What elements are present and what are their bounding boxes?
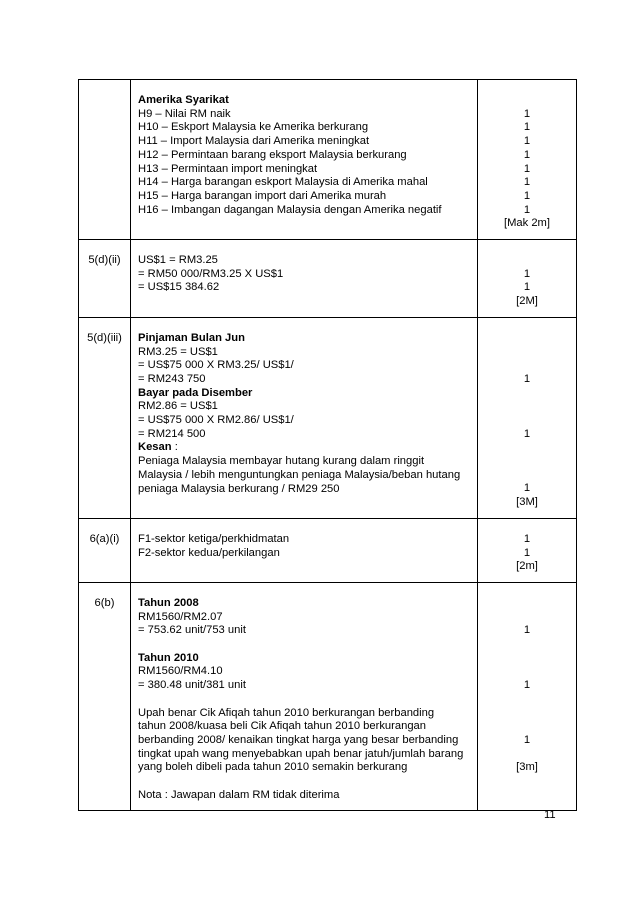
mark-value: 1 [523,679,531,692]
question-number: 5(d)(ii) [79,240,131,318]
question-number: 6(a)(i) [79,518,131,582]
marks-cell [478,317,577,518]
answer-text: RM3.25 = US$1 [138,345,218,358]
answer-line [138,428,473,442]
answer-text: Pinjaman Bulan Jun [138,331,245,344]
answer-text: Malaysia / lebih menguntungkan peniaga Malaysia/beban hutang [138,468,461,481]
mark-value: 1 [523,267,531,280]
answer-line [138,679,473,693]
blank-mark [478,359,576,373]
answer-text: H16 – Imbangan dagangan Malaysia dengan Amerika negatif [138,203,442,216]
mark-value: 1 [523,121,531,134]
mark-value: 1 [523,546,531,559]
blank-mark [478,469,576,483]
answer-text: F1-sektor ketiga/perkhidmatan [138,532,290,545]
answer-line [138,163,473,177]
blank-mark [478,720,576,734]
blank-mark [478,652,576,666]
answer-line [138,547,473,561]
blank-mark [478,332,576,346]
answer-line [138,121,473,135]
blank-mark [478,706,576,720]
mark-value: 1 [523,135,531,148]
blank-mark [478,254,576,268]
answer-text: peniaga Malaysia berkurang / RM29 250 [138,482,340,495]
answer-text: = US$75 000 X RM3.25/ US$1/ [138,359,294,372]
answer-text: = RM214 500 [138,427,206,440]
answer-cell [131,240,478,318]
answer-line [138,281,473,295]
mark-value: 1 [523,624,531,637]
answer-line [138,108,473,122]
answer-text: yang boleh dibeli pada tahun 2010 semakin berkurang [138,761,408,774]
blank-line [138,638,473,652]
mark-value: [Mak 2m] [503,217,550,230]
mark-value: 1 [523,203,531,216]
answer-suffix: : [171,441,178,454]
answer-line [138,789,473,803]
answer-text: Nota : Jawapan dalam RM tidak diterima [138,788,340,801]
answer-line [138,176,473,190]
answer-line [138,707,473,721]
answer-line [138,254,473,268]
mark-value: [2m] [516,560,538,573]
answer-text: berbanding 2008/ kenaikan tingkat harga yang besar berbanding [138,733,459,746]
answer-line [138,469,473,483]
answer-line [138,268,473,282]
answer-text: tahun 2008/kuasa beli Cik Afiqah tahun 2010 berkurangan [138,720,426,733]
mark-value: 1 [523,107,531,120]
answer-line [138,400,473,414]
blank-mark [478,400,576,414]
question-number: 5(d)(iii) [79,317,131,518]
answer-text: RM2.86 = US$1 [138,400,218,413]
mark-value: 1 [523,733,531,746]
mark-value: [3M] [516,496,538,509]
answer-text: H12 – Permintaan barang eksport Malaysia berkurang [138,148,407,161]
answer-text: US$1 = RM3.25 [138,254,218,267]
marks-cell [478,582,577,811]
answer-line [138,346,473,360]
answer-line [138,611,473,625]
table-row [79,240,577,318]
blank-line [138,693,473,707]
answer-text: = 380.48 unit/381 unit [138,679,246,692]
blank-mark [478,748,576,762]
answer-text: = 753.62 unit/753 unit [138,624,246,637]
answer-line [138,533,473,547]
question-number [79,80,131,240]
answer-line [138,455,473,469]
answer-text: F2-sektor kedua/perkilangan [138,546,280,559]
mark-value: [3m] [516,761,538,774]
answer-heading [138,652,473,666]
mark-value: [2M] [516,295,538,308]
answer-text: tingkat upah wang menyebabkan upah benar jatuh/jumlah barang [138,747,464,760]
mark-value: 1 [523,482,531,495]
blank-mark [478,441,576,455]
answer-text: Bayar pada Disember [138,386,253,399]
answer-cell [131,582,478,811]
answer-text: Amerika Syarikat [138,94,229,106]
mark-value: 1 [523,427,531,440]
blank-mark [478,693,576,707]
blank-mark [478,455,576,469]
marks-cell [478,240,577,318]
blank-mark [478,414,576,428]
answer-line [138,748,473,762]
answer-text: RM1560/RM4.10 [138,665,223,678]
page-number: 11 [544,809,556,821]
answer-text: = RM50 000/RM3.25 X US$1 [138,267,284,280]
answer-heading [138,332,473,346]
marks-cell [478,80,577,240]
answer-text: H9 – Nilai RM naik [138,107,231,120]
mark-value: 1 [523,189,531,202]
answer-text: H14 – Harga barangan eskport Malaysia di Amerika mahal [138,176,428,189]
blank-mark [478,665,576,679]
answer-text: H11 – Import Malaysia dari Amerika meningkat [138,135,370,148]
answer-line [138,414,473,428]
answer-text: H13 – Permintaan import meningkat [138,162,318,175]
answer-line [138,149,473,163]
answer-line [138,135,473,149]
answer-line [138,373,473,387]
answer-cell [131,518,478,582]
answer-text: H15 – Harga barangan import dari Amerika murah [138,189,387,202]
table-row [79,518,577,582]
blank-mark [478,387,576,401]
answer-line [138,665,473,679]
answer-text: = US$75 000 X RM2.86/ US$1/ [138,414,294,427]
answer-line [138,483,473,497]
question-number: 6(b) [79,582,131,811]
marks-cell [478,518,577,582]
answer-cell [131,80,478,240]
blank-mark [478,638,576,652]
answer-text: Tahun 2010 [138,651,199,664]
answer-line [138,624,473,638]
mark-value: 1 [523,281,531,294]
blank-mark [478,346,576,360]
mark-value: 1 [523,148,531,161]
mark-value: 1 [523,532,531,545]
mark-value: 1 [523,176,531,189]
answer-line [138,204,473,218]
mark-value: 1 [523,372,531,385]
answer-line [138,359,473,373]
answer-text: = RM243 750 [138,372,206,385]
answer-heading [138,94,473,108]
answer-text: RM1560/RM2.07 [138,610,223,623]
answer-text: Kesan [138,441,172,454]
answer-text: Upah benar Cik Afiqah tahun 2010 berkurangan berbanding [138,706,435,719]
answer-line [138,761,473,775]
table-row [79,582,577,811]
marking-scheme-table [78,79,577,811]
blank-line [138,775,473,789]
answer-heading [138,597,473,611]
answer-text: Peniaga Malaysia membayar hutang kurang dalam ringgit [138,455,425,468]
answer-text: H10 – Eskport Malaysia ke Amerika berkurang [138,121,369,134]
answer-heading [138,387,473,401]
blank-mark [478,94,576,108]
answer-cell [131,317,478,518]
answer-line [138,734,473,748]
answer-heading [138,441,473,455]
answer-text: = US$15 384.62 [138,281,220,294]
blank-mark [478,597,576,611]
table-row [79,317,577,518]
answer-line [138,720,473,734]
blank-mark [478,611,576,625]
answer-line [138,190,473,204]
answer-text: Tahun 2008 [138,596,199,609]
table-row [79,80,577,240]
mark-value: 1 [523,162,531,175]
